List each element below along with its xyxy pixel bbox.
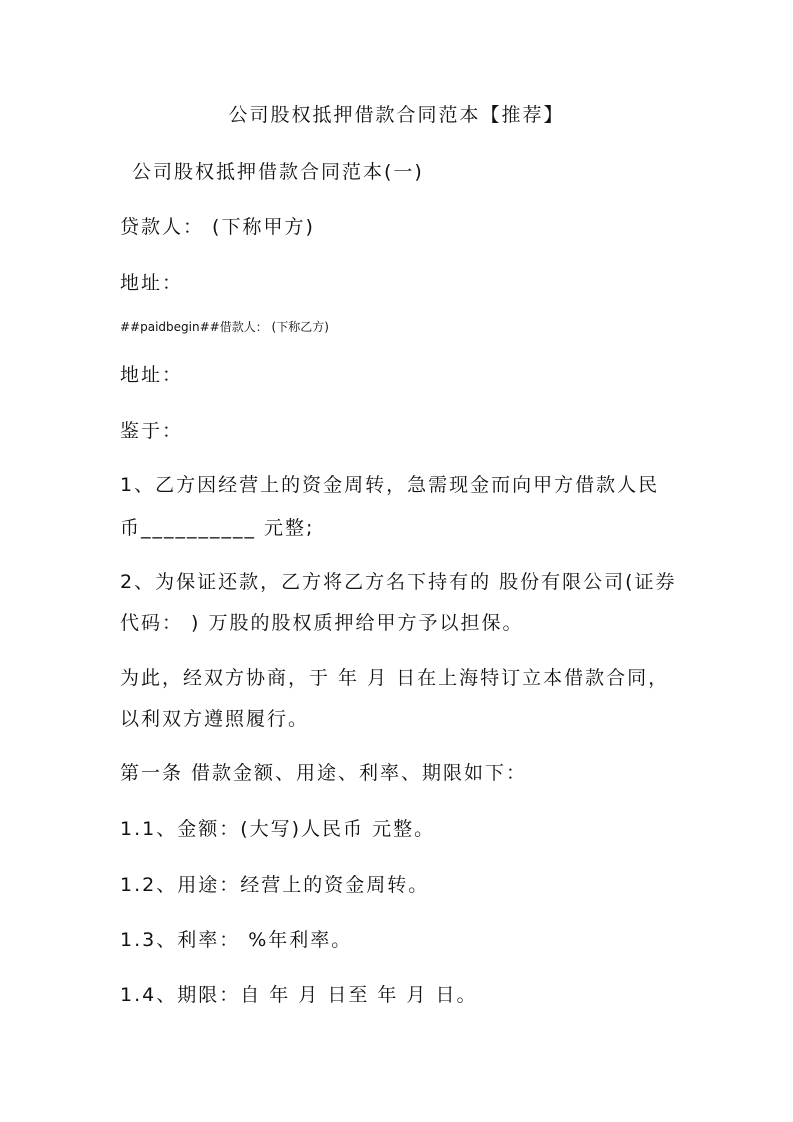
item-1-4: 1.4、期限：自 年 月 日至 年 月 日。 bbox=[120, 984, 478, 1006]
document-subtitle: 公司股权抵押借款合同范本(一) bbox=[132, 161, 424, 183]
clause-1-line-2: 币__________ 元整; bbox=[120, 517, 315, 539]
agreement-line-2: 以利双方遵照履行。 bbox=[120, 708, 310, 730]
whereas-line: 鉴于： bbox=[120, 420, 184, 442]
clause-1-line-1: 1、乙方因经营上的资金周转，急需现金而向甲方借款人民 bbox=[120, 474, 660, 496]
article-1-heading: 第一条 借款金额、用途、利率、期限如下： bbox=[120, 762, 528, 784]
agreement-line-1: 为此，经双方协商，于 年 月 日在上海特订立本借款合同， bbox=[120, 667, 670, 689]
borrower-line: ##paidbegin##借款人： (下称乙方) bbox=[120, 320, 329, 334]
document-title: 公司股权抵押借款合同范本【推荐】 bbox=[228, 104, 565, 126]
clause-2-line-1: 2、为保证还款，乙方将乙方名下持有的 股份有限公司(证券 bbox=[120, 571, 677, 593]
lender-address-line: 地址： bbox=[120, 272, 184, 294]
lender-line: 贷款人： (下称甲方) bbox=[120, 216, 315, 238]
clause-2-line-2: 代码： ) 万股的股权质押给甲方予以担保。 bbox=[120, 612, 524, 634]
item-1-1: 1.1、金额：(大写)人民币 元整。 bbox=[120, 818, 436, 840]
item-1-2: 1.2、用途：经营上的资金周转。 bbox=[120, 874, 430, 896]
borrower-address-line: 地址： bbox=[120, 364, 184, 386]
item-1-3: 1.3、利率： %年利率。 bbox=[120, 929, 353, 951]
